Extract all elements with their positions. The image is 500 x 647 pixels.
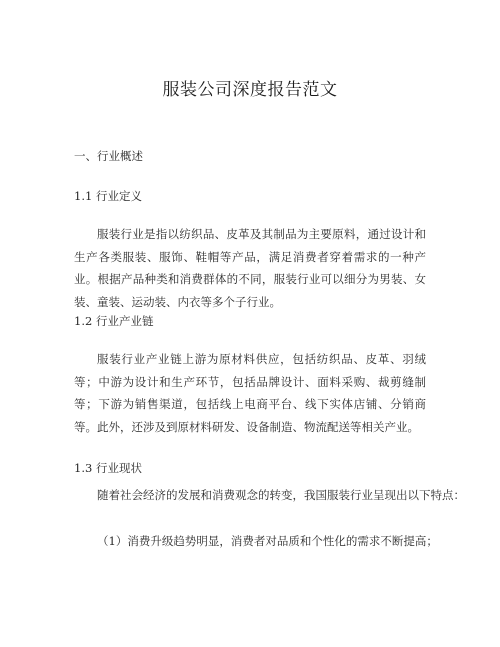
paragraph-industry-status: 随着社会经济的发展和消费观念的转变，我国服装行业呈现出以下特点：: [97, 488, 465, 502]
list-item-consumption-upgrade: （1）消费升级趋势明显，消费者对品质和个性化的需求不断提高；: [97, 534, 438, 548]
document-title: 服装公司深度报告范文: [162, 80, 338, 100]
section-heading-1-2: 1.2 行业产业链: [74, 314, 154, 328]
paragraph-industry-chain: 服装行业产业链上游为原材料供应，包括纺织品、皮革、羽绒等；中游为设计和生产环节，包括品牌设计、面料采购、裁剪缝制等；下游为销售渠道，包括线上电商平台、线下实体店铺、分销商等。此外，还涉及到原材料研发、设备制造、物流配送等相关产业。: [74, 352, 426, 434]
section-heading-1-1: 1.1 行业定义: [74, 189, 142, 203]
section-heading-overview: 一、行业概述: [74, 149, 143, 163]
section-heading-1-3: 1.3 行业现状: [74, 461, 142, 475]
paragraph-industry-definition: 服装行业是指以纺织品、皮革及其制品为主要原料，通过设计和生产各类服装、服饰、鞋帽等产品，满足消费者穿着需求的一种产业。根据产品种类和消费群体的不同，服装行业可以细分为男装、女装、童装、运动装、内衣等多个子行业。: [74, 227, 426, 309]
